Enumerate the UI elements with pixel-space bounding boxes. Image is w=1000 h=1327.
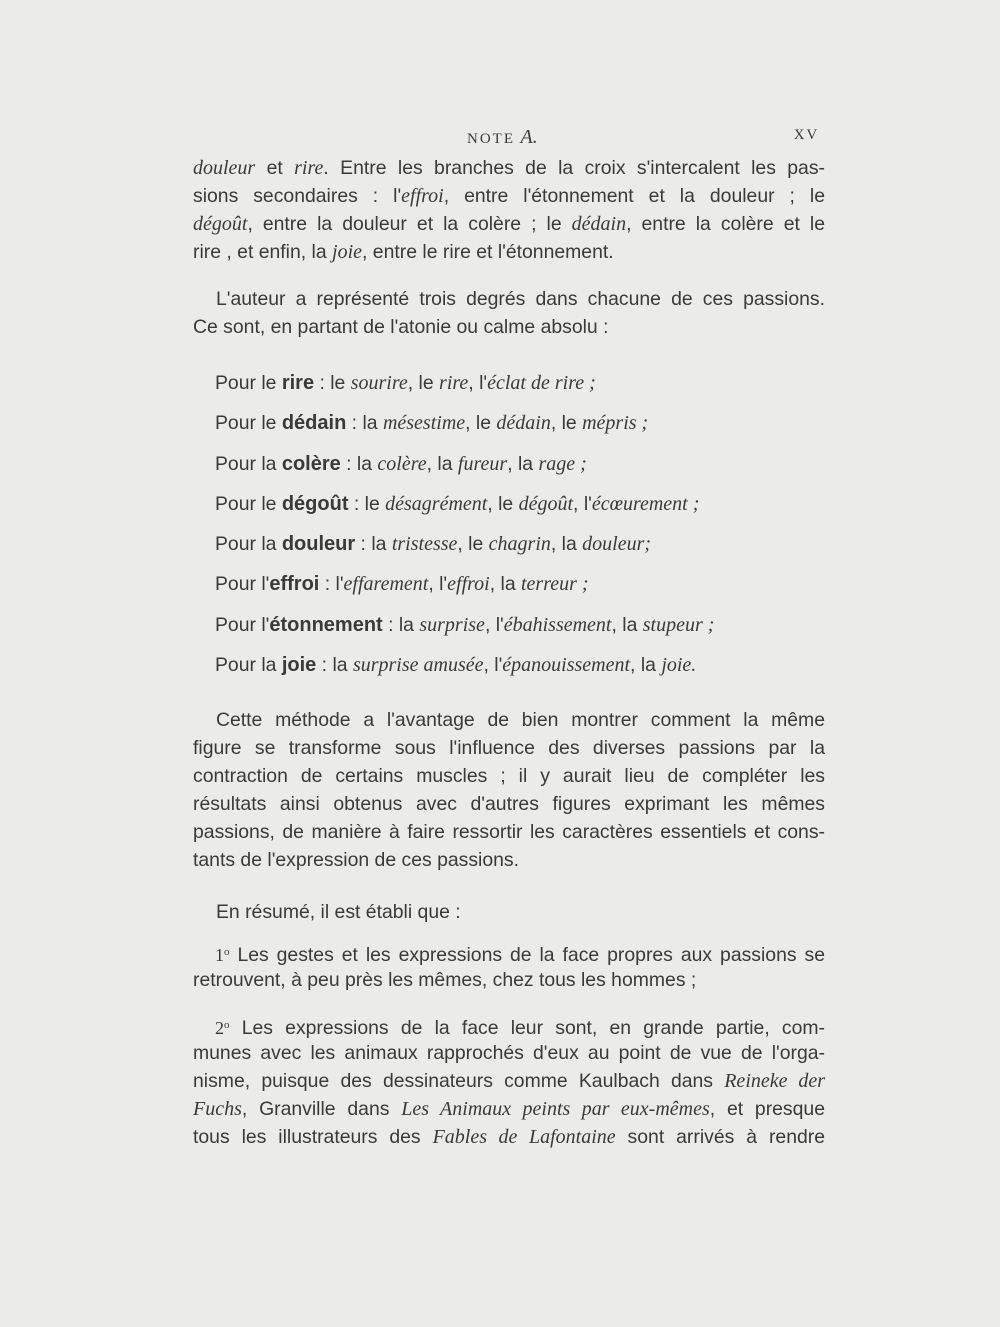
text-line: Cette méthode a l'avantage de bien montrer comment la même bbox=[216, 709, 825, 732]
text-line: figure se transforme sous l'influence des diverses passions par la bbox=[193, 737, 825, 760]
page-number: XV bbox=[793, 127, 819, 143]
text-line bbox=[193, 238, 825, 266]
text-line: tous les illustrateurs des Fables de Lafontaine sont arrivés à rendre bbox=[193, 1126, 825, 1149]
numbered-point-2 bbox=[193, 1011, 825, 1151]
paragraph-passions-cross bbox=[193, 154, 825, 266]
text-line: nisme, puisque des dessinateurs comme Kaulbach dans Reineke der bbox=[193, 1070, 825, 1093]
italic-term: dédain bbox=[571, 213, 627, 235]
passions-list bbox=[193, 363, 825, 685]
text-line: munes avec les animaux rapprochés d'eux au point de vue de l'orga- bbox=[193, 1042, 825, 1065]
numbered-point-1 bbox=[193, 938, 825, 994]
text-line: Fuchs, Granville dans Les Animaux peints par eux-mêmes, et presque bbox=[193, 1098, 825, 1121]
passion-name: rire bbox=[281, 372, 315, 394]
list-item: Pour l'effroi : l'effarement, l'effroi, la terreur ; bbox=[215, 573, 589, 596]
passion-name: dédain bbox=[281, 412, 347, 435]
list-item: Pour l'étonnement : la surprise, l'ébahissement, la stupeur ; bbox=[215, 613, 715, 636]
italic-term: rire bbox=[294, 157, 324, 179]
text-span: , entre la douleur et la colère ; le bbox=[247, 213, 572, 235]
text-line: En résumé, il est établi que : bbox=[216, 901, 461, 924]
passion-name: joie bbox=[281, 654, 317, 677]
text-span: , entre la colère et le bbox=[626, 213, 825, 235]
point-number: 1$^o$ bbox=[215, 945, 230, 966]
text-line bbox=[193, 210, 825, 238]
text-line: Ce sont, en partant de l'atonie ou calme absolu : bbox=[193, 316, 609, 338]
passion-name: douleur bbox=[281, 533, 356, 556]
list-item: Pour la douleur : la tristesse, le chagrin, la douleur; bbox=[215, 533, 652, 556]
text-line: tants de l'expression de ces passions. bbox=[193, 849, 519, 872]
list-item: Pour le dégoût : le désagrément, le dégoût, l'écœurement ; bbox=[215, 492, 700, 515]
running-head-note: NOTE bbox=[467, 131, 515, 147]
text-span: . Entre les branches de la croix s'intercalent les pas- bbox=[323, 157, 825, 179]
running-head-letter: A. bbox=[520, 126, 538, 148]
list-item: Pour le rire : le sourire, le rire, l'éclat de rire ; bbox=[215, 372, 596, 394]
list-item: Pour la joie : la surprise amusée, l'épanouissement, la joie. bbox=[215, 654, 697, 677]
italic-term: dégoût bbox=[193, 213, 248, 235]
text-line bbox=[193, 182, 825, 210]
text-span: et bbox=[255, 157, 295, 179]
list-item: Pour le dédain : la mésestime, le dédain, le mépris ; bbox=[215, 412, 649, 435]
text-span: rire , et enfin, la bbox=[193, 241, 333, 263]
text-line: L'auteur a représenté trois degrés dans chacune de ces passions. bbox=[216, 288, 825, 310]
text-span: , entre l'étonnement et la douleur ; le bbox=[443, 185, 825, 207]
text-line: retrouvent, à peu près les mêmes, chez tous les hommes ; bbox=[193, 969, 697, 992]
paragraph-summary bbox=[193, 898, 825, 926]
italic-term: effroi bbox=[401, 185, 444, 207]
text-span: , entre le rire et l'étonnement. bbox=[362, 241, 614, 263]
list-item: Pour la colère : la colère, la fureur, la rage ; bbox=[215, 452, 587, 475]
paragraph-method bbox=[193, 706, 825, 874]
page-body bbox=[193, 154, 825, 1151]
paragraph-three-degrees bbox=[193, 285, 825, 341]
text-line bbox=[193, 154, 825, 182]
page-header bbox=[193, 126, 825, 148]
passion-name: effroi bbox=[269, 573, 320, 596]
text-line: contraction de certains muscles ; il y aurait lieu de compléter les bbox=[193, 765, 825, 788]
text-line: 1$^o$ Les gestes et les expressions de la face propres aux passions se bbox=[215, 944, 825, 967]
passion-name: colère bbox=[281, 452, 341, 475]
italic-term: douleur bbox=[193, 157, 256, 179]
text-span: sions secondaires : l' bbox=[193, 185, 402, 207]
passion-name: étonnement bbox=[269, 613, 383, 636]
italic-term: joie bbox=[332, 241, 363, 263]
text-line: résultats ainsi obtenus avec d'autres figures exprimant les mêmes bbox=[193, 793, 825, 816]
passion-name: dégoût bbox=[281, 492, 349, 515]
point-number: 2$^o$ bbox=[215, 1018, 230, 1039]
text-line: 2$^o$ Les expressions de la face leur sont, en grande partie, com- bbox=[215, 1017, 825, 1040]
text-line: passions, de manière à faire ressortir les caractères essentiels et cons- bbox=[193, 821, 825, 844]
running-head bbox=[467, 126, 538, 149]
